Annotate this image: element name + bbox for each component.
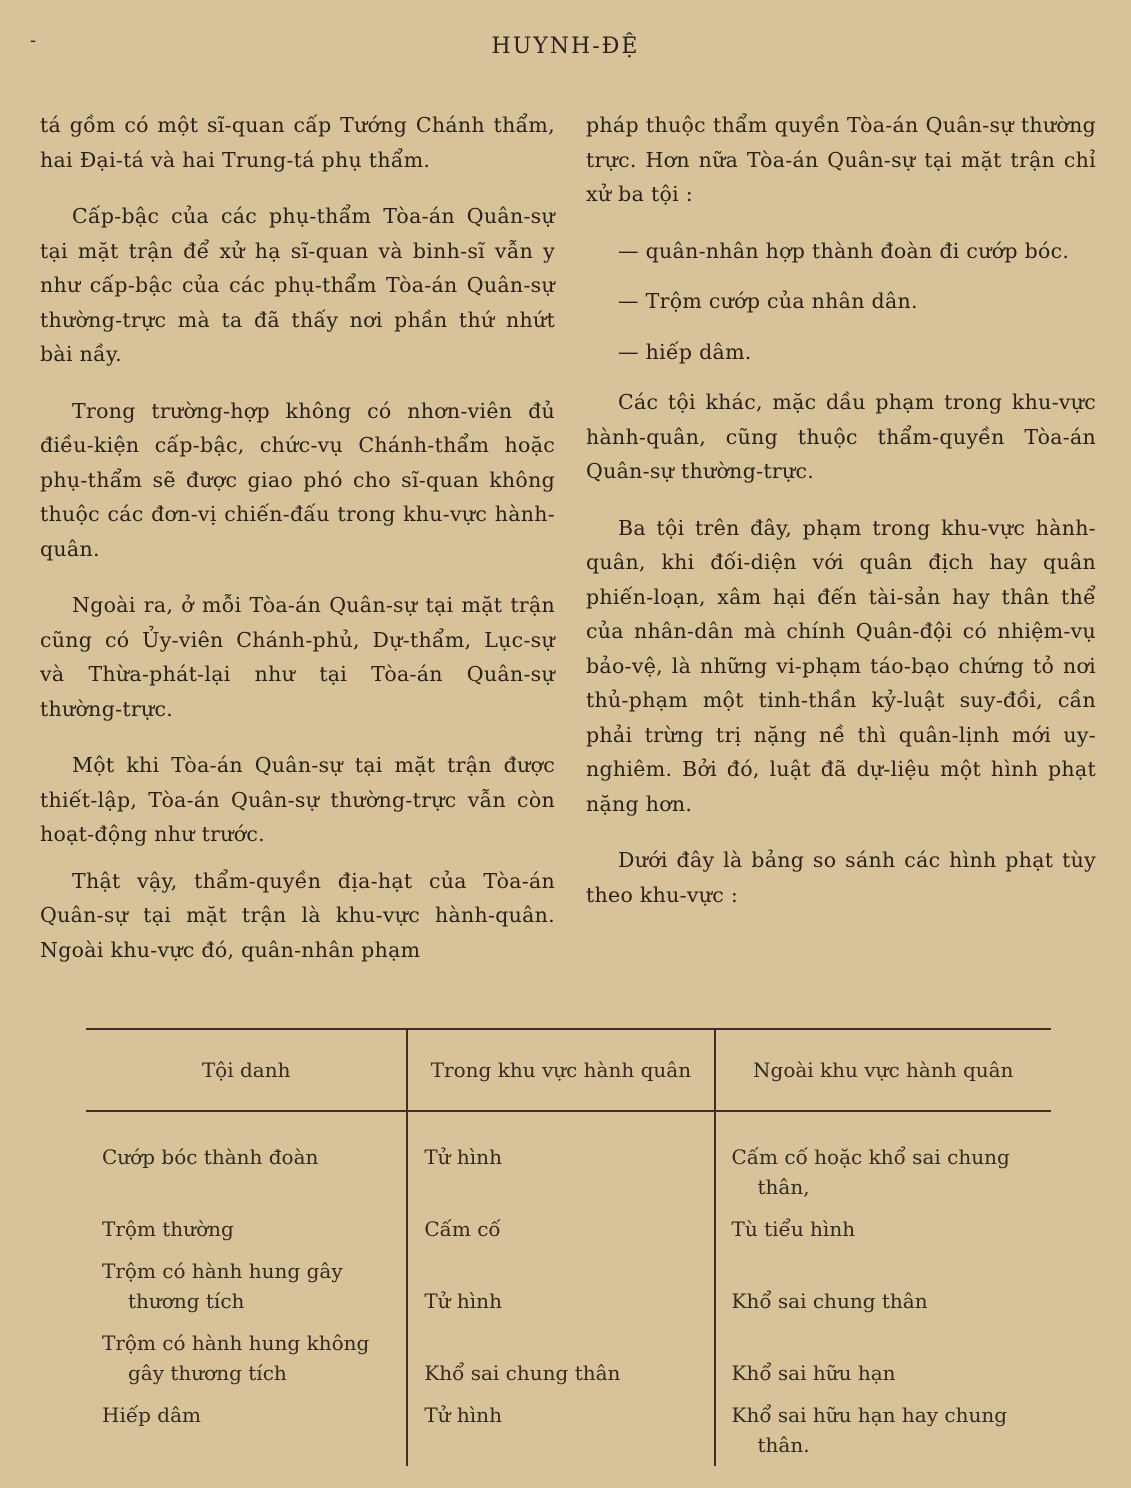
table-row xyxy=(86,1322,1051,1394)
inside-cell: Tử hình xyxy=(407,1394,714,1466)
list-item: — Trộm cướp của nhân dân. xyxy=(618,289,918,313)
paragraph: Trong trường-hợp không có nhơn-viên đủ điều-kiện cấp-bậc, chức-vụ Chánh-thẩm hoặc phụ-thẩm sẽ được giao phó cho sĩ-quan không thuộc các đơn-vị chiến-đấu trong khu-vực hành-quân. xyxy=(40,398,555,561)
outside-cell xyxy=(715,1322,1052,1394)
outside-cell xyxy=(715,1250,1052,1322)
paragraph: Một khi Tòa-án Quân-sự tại mặt trận được thiết-lập, Tòa-án Quân-sự thường-trực vẫn còn hoạt-động như trước. xyxy=(40,753,555,846)
outside-text: Khổ sai hữu hạn xyxy=(731,1361,896,1385)
list-item: — hiếp dâm. xyxy=(618,339,752,364)
offense-text: Trộm có hành hung không gây thương tích xyxy=(102,1331,370,1385)
offense-text: Cướp bóc thành đoàn xyxy=(102,1145,319,1169)
offense-text: Hiếp dâm xyxy=(102,1403,201,1427)
paragraph: Dưới đây là bảng so sánh các hình phạt tùy theo khu-vực : xyxy=(586,848,1096,907)
page-dash: - xyxy=(30,30,37,51)
paragraph: pháp thuộc thẩm quyền Tòa-án Quân-sự thường trực. Hơn nữa Tòa-án Quân-sự tại mặt trận chỉ xử ba tội : xyxy=(586,113,1096,206)
outside-cell xyxy=(715,1394,1052,1466)
table-row xyxy=(86,1111,1051,1208)
paragraph: Các tội khác, mặc dầu phạm trong khu-vực hành-quân, cũng thuộc thẩm-quyền Tòa-án Quân-sự thường-trực. xyxy=(586,390,1096,483)
inside-cell: Cấm cố xyxy=(407,1208,714,1250)
outside-cell xyxy=(715,1208,1052,1250)
sentence-comparison-table xyxy=(86,1028,1051,1466)
outside-cell xyxy=(715,1111,1052,1208)
table-header-row xyxy=(86,1029,1051,1111)
outside-text: Cấm cố hoặc khổ sai chung thân, xyxy=(731,1145,1010,1199)
paragraph: tá gồm có một sĩ-quan cấp Tướng Chánh thẩm, hai Đại-tá và hai Trung-tá phụ thẩm. xyxy=(40,113,555,172)
offense-cell xyxy=(86,1111,407,1208)
inside-cell: Tử hình xyxy=(407,1111,714,1208)
column-header-inside: Trong khu vực hành quân xyxy=(407,1029,714,1111)
offense-text: Trộm có hành hung gây thương tích xyxy=(102,1259,343,1313)
paragraph: Ngoài ra, ở mỗi Tòa-án Quân-sự tại mặt trận cũng có Ủy-viên Chánh-phủ, Dự-thẩm, Lục-sự và Thừa-phát-lại như tại Tòa-án Quân-sự thường-trực. xyxy=(40,593,555,721)
outside-text: Khổ sai hữu hạn hay chung thân. xyxy=(731,1403,1008,1457)
left-column xyxy=(40,108,555,989)
inside-cell: Tử hình xyxy=(407,1250,714,1322)
table-row xyxy=(86,1250,1051,1322)
paragraph: Cấp-bậc của các phụ-thẩm Tòa-án Quân-sự tại mặt trận để xử hạ sĩ-quan và binh-sĩ vẫn y như cấp-bậc của các phụ-thẩm Tòa-án Quân-sự thường-trực mà ta đã thấy nơi phần thứ nhứt bài nầy. xyxy=(40,204,555,366)
table-row xyxy=(86,1208,1051,1250)
paragraph: Ba tội trên đây, phạm trong khu-vực hành-quân, khi đối-diện với quân địch hay quân phiến-loạn, xâm hại đến tài-sản hay thân thể của nhân-dân mà chính Quân-đội có nhiệm-vụ bảo-vệ, là những vi-phạm táo-bạo chứng tỏ nơi thủ-phạm một tinh-thần kỷ-luật suy-đồi, cần phải trừng trị nặng nề thì quân-lịnh mới uy-nghiêm. Bởi đó, luật đã dự-liệu một hình phạt nặng hơn. xyxy=(586,515,1096,816)
page-header: HUYNH-ĐỆ xyxy=(491,34,640,59)
column-header-offense: Tội danh xyxy=(86,1029,407,1111)
offense-cell xyxy=(86,1250,407,1322)
column-header-outside: Ngoài khu vực hành quân xyxy=(715,1029,1052,1111)
offense-cell xyxy=(86,1208,407,1250)
outside-text: Tù tiểu hình xyxy=(731,1217,856,1241)
offense-text: Trộm thường xyxy=(102,1217,234,1241)
inside-cell: Khổ sai chung thân xyxy=(407,1322,714,1394)
table-row xyxy=(86,1394,1051,1466)
paragraph: Thật vậy, thẩm-quyền địa-hạt của Tòa-án Quân-sự tại mặt trận là khu-vực hành-quân. Ngoài khu-vực đó, quân-nhân phạm xyxy=(40,868,555,962)
offense-cell xyxy=(86,1322,407,1394)
right-column xyxy=(586,108,1096,934)
outside-text: Khổ sai chung thân xyxy=(731,1289,928,1313)
list-item: — quân-nhân hợp thành đoàn đi cướp bóc. xyxy=(618,238,1070,263)
offense-cell xyxy=(86,1394,407,1466)
